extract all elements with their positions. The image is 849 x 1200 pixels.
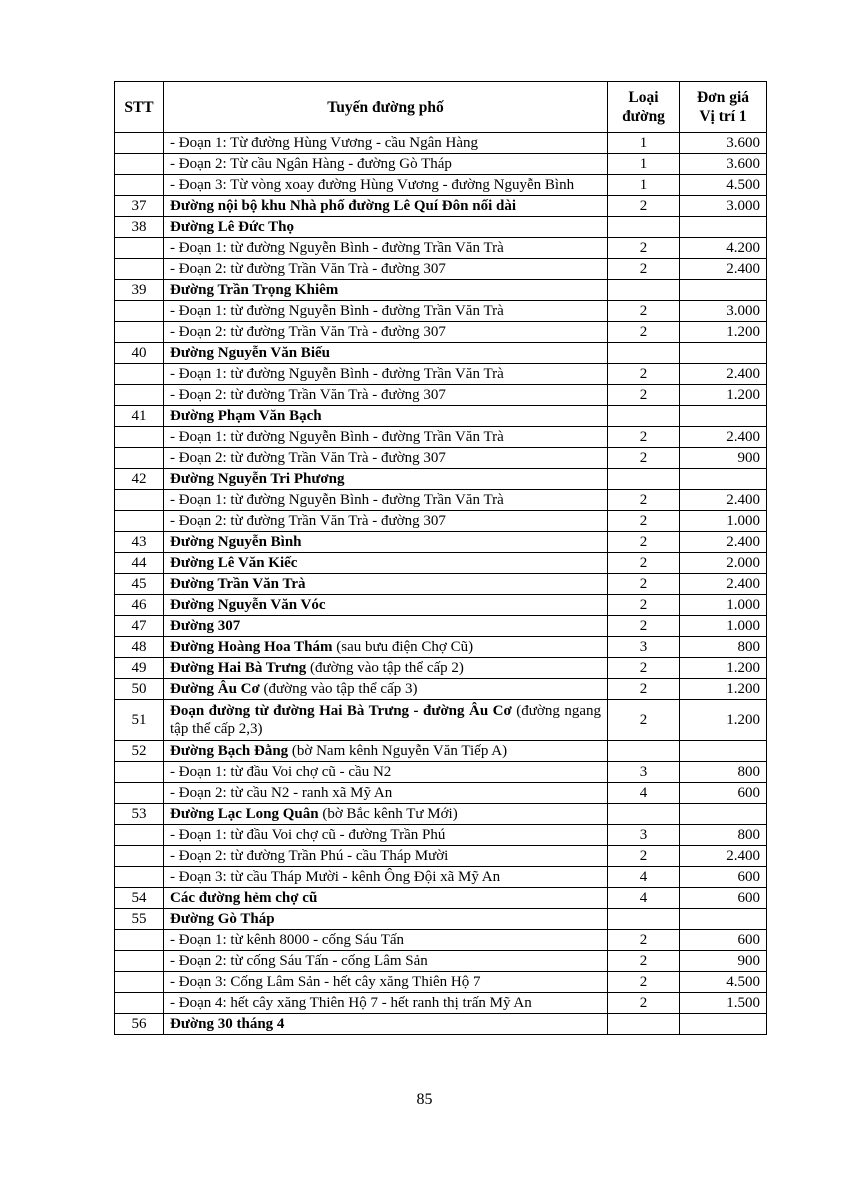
table-row [115,406,767,427]
row-stt [115,846,164,867]
row-road-type: 2 [608,574,680,595]
route-name-detail: - Đoạn 3: Từ vòng xoay đường Hùng Vương - đường Nguyễn Bình [170,177,575,193]
table-row [115,133,767,154]
row-route-name [164,972,608,993]
header-unit-price-line2: Vị trí 1 [699,108,747,125]
route-name-bold: Đường Âu Cơ [170,681,260,697]
route-name-bold: Đoạn đường từ đường Hai Bà Trưng - đường Âu Cơ [170,703,512,719]
table-row [115,909,767,930]
row-road-type [608,804,680,825]
row-stt: 48 [115,637,164,658]
row-stt [115,490,164,511]
table-row [115,888,767,909]
table-row [115,238,767,259]
row-stt [115,427,164,448]
row-road-type: 2 [608,238,680,259]
route-name-detail: (bờ Nam kênh Nguyễn Văn Tiếp A) [288,743,508,759]
table-row [115,322,767,343]
table-row [115,741,767,762]
row-unit-price [680,280,767,301]
row-road-type [608,1014,680,1035]
row-unit-price: 4.200 [680,238,767,259]
header-unit-price-line1: Đơn giá [696,89,750,106]
header-route: Tuyến đường phố [164,82,608,133]
row-route-name [164,783,608,804]
row-unit-price: 1.200 [680,679,767,700]
route-name-bold: Đường Nguyễn Văn Biếu [170,345,330,361]
row-route-name [164,741,608,762]
row-route-name [164,1014,608,1035]
row-stt: 47 [115,616,164,637]
table-row [115,469,767,490]
route-name-bold: Đường 30 tháng 4 [170,1016,285,1032]
row-stt: 56 [115,1014,164,1035]
row-road-type: 1 [608,133,680,154]
row-unit-price [680,469,767,490]
row-route-name [164,364,608,385]
row-stt [115,825,164,846]
row-stt [115,154,164,175]
row-route-name [164,825,608,846]
row-road-type [608,909,680,930]
route-name-bold: Đường Phạm Văn Bạch [170,408,322,424]
row-unit-price: 600 [680,867,767,888]
table-row [115,658,767,679]
route-name-bold: Đường Gò Tháp [170,911,275,927]
table-row [115,448,767,469]
row-route-name [164,280,608,301]
route-name-bold: Đường Bạch Đằng [170,743,289,759]
table-row [115,700,767,741]
route-name-bold: Đường Trần Văn Trà [170,576,306,592]
route-name-bold: Đường Hoàng Hoa Thám [170,639,333,655]
row-route-name [164,574,608,595]
row-route-name [164,700,608,741]
table-row [115,972,767,993]
row-route-name [164,490,608,511]
row-road-type: 2 [608,993,680,1014]
row-stt: 53 [115,804,164,825]
table-row [115,993,767,1014]
row-route-name [164,532,608,553]
row-unit-price: 800 [680,825,767,846]
row-road-type: 2 [608,846,680,867]
row-route-name [164,930,608,951]
route-name-detail: - Đoạn 1: từ đường Nguyễn Bình - đường Trần Văn Trà [170,240,504,256]
row-route-name [164,175,608,196]
route-name-detail: - Đoạn 1: Từ đường Hùng Vương - cầu Ngân Hàng [170,135,478,151]
row-route-name [164,133,608,154]
table-row [115,175,767,196]
row-road-type: 2 [608,930,680,951]
row-road-type: 2 [608,196,680,217]
row-road-type: 2 [608,951,680,972]
row-stt [115,364,164,385]
row-route-name [164,427,608,448]
page-number: 85 [416,1091,433,1108]
route-name-detail: - Đoạn 2: từ đường Trần Văn Trà - đường 307 [170,387,446,403]
route-name-detail: (đường vào tập thể cấp 3) [259,681,418,697]
row-route-name [164,343,608,364]
row-stt [115,511,164,532]
route-name-detail: - Đoạn 3: từ cầu Tháp Mười - kênh Ông Đội xã Mỹ An [170,869,501,885]
row-unit-price: 1.200 [680,700,767,741]
row-road-type: 2 [608,490,680,511]
header-road-type-line1: Loại [628,89,659,106]
table-row [115,951,767,972]
row-unit-price: 1.200 [680,658,767,679]
row-road-type [608,343,680,364]
header-unit-price [680,82,767,133]
row-unit-price: 2.400 [680,490,767,511]
row-unit-price: 1.200 [680,322,767,343]
row-road-type: 3 [608,825,680,846]
route-name-detail: - Đoạn 1: từ đường Nguyễn Bình - đường Trần Văn Trà [170,303,504,319]
row-unit-price [680,741,767,762]
row-stt: 54 [115,888,164,909]
row-route-name [164,993,608,1014]
table-row [115,511,767,532]
row-road-type: 2 [608,259,680,280]
table-row [115,154,767,175]
row-unit-price: 3.600 [680,133,767,154]
table-row [115,427,767,448]
row-road-type [608,741,680,762]
table-row [115,616,767,637]
row-stt: 49 [115,658,164,679]
row-unit-price: 3.000 [680,196,767,217]
row-stt [115,867,164,888]
row-road-type [608,469,680,490]
row-road-type: 3 [608,637,680,658]
row-stt: 38 [115,217,164,238]
row-stt: 50 [115,679,164,700]
row-road-type: 2 [608,427,680,448]
row-unit-price: 1.200 [680,385,767,406]
header-road-type [608,82,680,133]
row-unit-price: 1.000 [680,595,767,616]
route-name-bold: Đường Trần Trọng Khiêm [170,282,339,298]
row-road-type: 2 [608,700,680,741]
row-road-type: 1 [608,154,680,175]
row-stt [115,133,164,154]
row-stt [115,259,164,280]
table-header-row [115,82,767,133]
row-stt [115,951,164,972]
row-route-name [164,553,608,574]
route-name-detail: - Đoạn 2: từ đường Trần Văn Trà - đường 307 [170,261,446,277]
row-stt: 44 [115,553,164,574]
row-stt: 39 [115,280,164,301]
row-unit-price: 2.400 [680,427,767,448]
row-road-type: 2 [608,448,680,469]
row-stt [115,175,164,196]
row-unit-price: 4.500 [680,972,767,993]
route-name-bold: Đường nội bộ khu Nhà phố đường Lê Quí Đôn nối dài [170,198,516,214]
table-row [115,846,767,867]
row-route-name [164,846,608,867]
row-stt: 52 [115,741,164,762]
row-unit-price: 900 [680,951,767,972]
route-name-detail: - Đoạn 1: từ đường Nguyễn Bình - đường Trần Văn Trà [170,492,504,508]
row-road-type: 2 [608,972,680,993]
row-stt [115,783,164,804]
route-name-detail: - Đoạn 1: từ đầu Voi chợ cũ - cầu N2 [170,764,392,780]
route-name-detail: - Đoạn 2: từ cống Sáu Tấn - cống Lâm Sản [170,953,428,969]
route-name-detail: - Đoạn 2: từ cầu N2 - ranh xã Mỹ An [170,785,393,801]
route-name-detail: (đường vào tập thể cấp 2) [306,660,464,676]
row-unit-price: 3.600 [680,154,767,175]
row-route-name [164,238,608,259]
row-stt [115,238,164,259]
row-unit-price: 2.400 [680,364,767,385]
route-name-detail: (bờ Bắc kênh Tư Mới) [318,806,458,822]
row-stt: 43 [115,532,164,553]
table-row [115,301,767,322]
table-body [115,133,767,1035]
route-name-detail: - Đoạn 1: từ kênh 8000 - cống Sáu Tấn [170,932,405,948]
header-road-type-line2: đường [622,108,665,125]
row-unit-price: 2.400 [680,532,767,553]
route-name-bold: Đường Nguyễn Văn Vóc [170,597,326,613]
row-route-name [164,469,608,490]
row-route-name [164,637,608,658]
route-name-detail: (sau bưu điện Chợ Cũ) [332,639,474,655]
table-row [115,930,767,951]
row-unit-price: 600 [680,888,767,909]
row-stt: 37 [115,196,164,217]
row-stt [115,385,164,406]
table-row [115,385,767,406]
table-row [115,490,767,511]
route-name-bold: Đường Nguyễn Tri Phương [170,471,345,487]
route-name-bold: Đường Hai Bà Trưng [170,660,307,676]
row-road-type: 1 [608,175,680,196]
route-name-detail: - Đoạn 2: từ đường Trần Phú - cầu Tháp Mười [170,848,449,864]
row-stt [115,301,164,322]
row-route-name [164,658,608,679]
table-row [115,574,767,595]
row-stt: 55 [115,909,164,930]
row-route-name [164,762,608,783]
row-route-name [164,448,608,469]
row-road-type: 2 [608,595,680,616]
row-unit-price: 2.000 [680,553,767,574]
route-name-bold: Đường 307 [170,618,241,634]
row-unit-price: 3.000 [680,301,767,322]
route-name-bold: Đường Nguyễn Bình [170,534,302,550]
table-row [115,804,767,825]
row-stt: 46 [115,595,164,616]
table-row [115,217,767,238]
row-route-name [164,909,608,930]
row-unit-price: 800 [680,637,767,658]
row-road-type [608,217,680,238]
row-stt: 42 [115,469,164,490]
table-row [115,637,767,658]
table-row [115,532,767,553]
route-name-detail: - Đoạn 1: từ đường Nguyễn Bình - đường Trần Văn Trà [170,366,504,382]
row-route-name [164,322,608,343]
row-stt [115,762,164,783]
row-route-name [164,259,608,280]
row-route-name [164,301,608,322]
row-road-type: 2 [608,658,680,679]
row-route-name [164,217,608,238]
row-unit-price [680,804,767,825]
table-row [115,280,767,301]
table-row [115,1014,767,1035]
row-unit-price: 900 [680,448,767,469]
row-stt: 51 [115,700,164,741]
row-unit-price [680,343,767,364]
row-road-type: 3 [608,762,680,783]
row-route-name [164,804,608,825]
route-name-bold: Đường Lê Văn Kiếc [170,555,298,571]
route-name-bold: Các đường hẻm chợ cũ [170,890,318,906]
row-route-name [164,385,608,406]
row-unit-price [680,1014,767,1035]
row-route-name [164,951,608,972]
row-unit-price [680,217,767,238]
row-road-type: 2 [608,679,680,700]
row-road-type: 2 [608,364,680,385]
row-road-type: 2 [608,532,680,553]
table-row [115,679,767,700]
row-route-name [164,406,608,427]
route-name-detail: - Đoạn 3: Cống Lâm Sản - hết cây xăng Thiên Hộ 7 [170,974,481,990]
row-road-type: 4 [608,888,680,909]
table-row [115,364,767,385]
row-stt [115,972,164,993]
row-route-name [164,154,608,175]
row-unit-price: 4.500 [680,175,767,196]
route-name-detail: - Đoạn 4: hết cây xăng Thiên Hộ 7 - hết ranh thị trấn Mỹ An [170,995,532,1011]
row-road-type: 2 [608,511,680,532]
row-stt: 41 [115,406,164,427]
row-road-type: 2 [608,301,680,322]
route-name-detail: - Đoạn 2: từ đường Trần Văn Trà - đường 307 [170,513,446,529]
row-route-name [164,867,608,888]
row-stt [115,930,164,951]
row-route-name [164,616,608,637]
table-row [115,825,767,846]
row-road-type: 2 [608,322,680,343]
table-row [115,259,767,280]
row-route-name [164,196,608,217]
land-price-table [114,81,767,1035]
table-row [115,553,767,574]
row-unit-price: 1.500 [680,993,767,1014]
row-stt [115,993,164,1014]
row-stt: 45 [115,574,164,595]
row-road-type: 4 [608,867,680,888]
row-unit-price: 2.400 [680,574,767,595]
row-road-type [608,280,680,301]
route-name-detail: (đường ngang tập thể cấp 2,3) [170,703,602,737]
row-route-name [164,511,608,532]
route-name-detail: - Đoạn 2: từ đường Trần Văn Trà - đường 307 [170,450,446,466]
route-name-bold: Đường Lạc Long Quân [170,806,319,822]
row-unit-price: 2.400 [680,259,767,280]
row-unit-price: 600 [680,783,767,804]
route-name-detail: - Đoạn 1: từ đầu Voi chợ cũ - đường Trần Phú [170,827,446,843]
row-road-type: 2 [608,385,680,406]
table-row [115,343,767,364]
row-unit-price: 1.000 [680,616,767,637]
table-row [115,867,767,888]
route-name-detail: - Đoạn 2: Từ cầu Ngân Hàng - đường Gò Tháp [170,156,452,172]
route-name-detail: - Đoạn 1: từ đường Nguyễn Bình - đường Trần Văn Trà [170,429,504,445]
row-road-type: 2 [608,616,680,637]
row-unit-price [680,406,767,427]
row-unit-price: 800 [680,762,767,783]
table-row [115,783,767,804]
row-road-type: 2 [608,553,680,574]
table-row [115,595,767,616]
route-name-bold: Đường Lê Đức Thọ [170,219,294,235]
row-unit-price: 1.000 [680,511,767,532]
row-road-type: 4 [608,783,680,804]
row-route-name [164,595,608,616]
header-stt: STT [115,82,164,133]
row-stt: 40 [115,343,164,364]
row-route-name [164,888,608,909]
row-stt [115,448,164,469]
row-unit-price: 600 [680,930,767,951]
row-stt [115,322,164,343]
row-route-name [164,679,608,700]
table-row [115,762,767,783]
route-name-detail: - Đoạn 2: từ đường Trần Văn Trà - đường 307 [170,324,446,340]
table-row [115,196,767,217]
row-road-type [608,406,680,427]
row-unit-price: 2.400 [680,846,767,867]
row-unit-price [680,909,767,930]
